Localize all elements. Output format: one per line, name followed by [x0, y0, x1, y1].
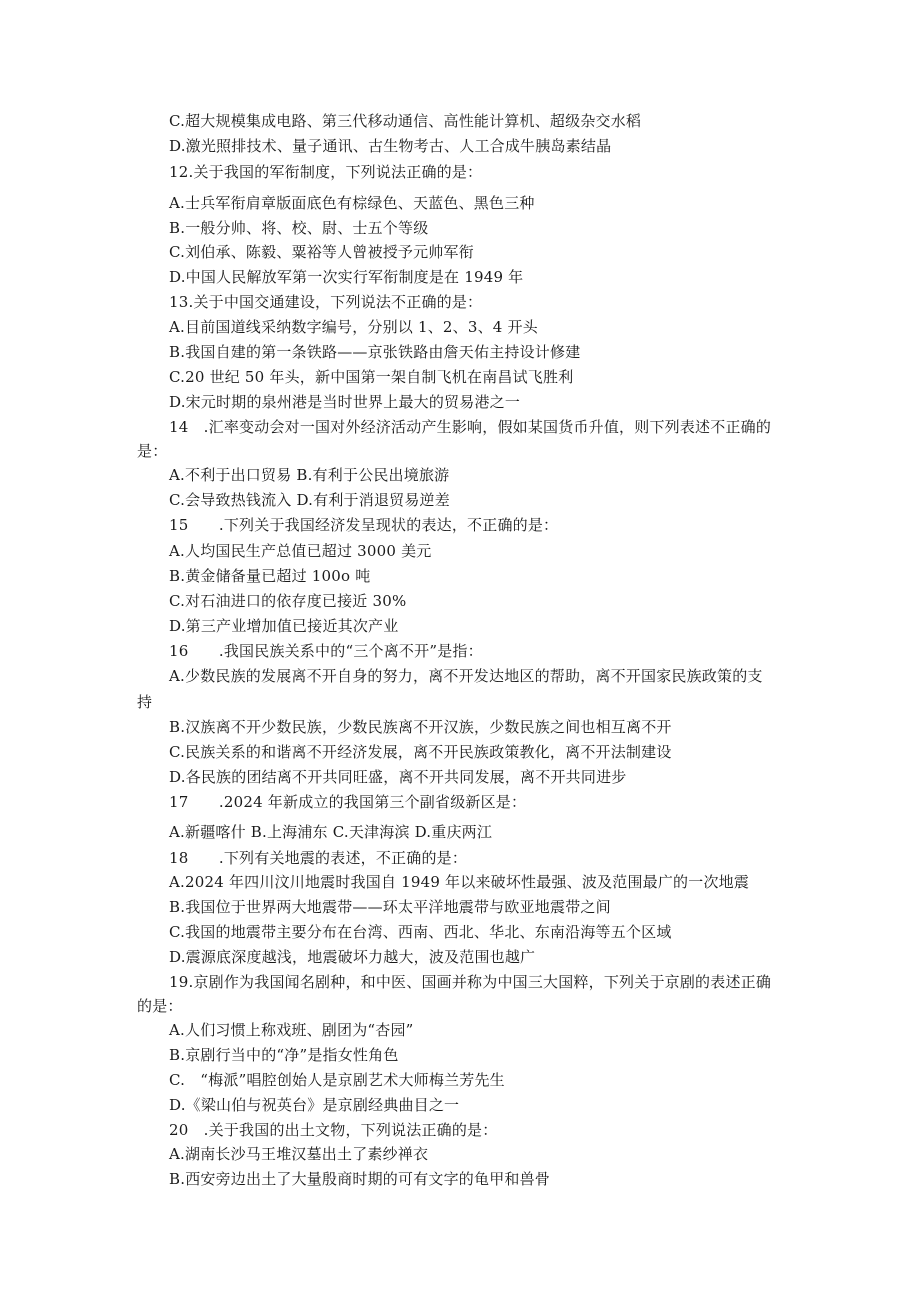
- option-line: B.黄金储备量已超过 100o 吨: [169, 567, 371, 585]
- option-line: C.刘伯承、陈毅、粟裕等人曾被授予元帅军衔: [169, 243, 474, 261]
- option-line: B.汉族离不开少数民族，少数民族离不开汉族，少数民族之间也相互离不开: [169, 718, 672, 736]
- option-line: D.宋元时期的泉州港是当时世界上最大的贸易港之一: [169, 393, 521, 411]
- option-line-continued: 持: [137, 693, 153, 711]
- option-line: B.一般分帅、将、校、尉、士五个等级: [169, 219, 429, 237]
- question-line: 13.关于中国交通建设，下列说法不正确的是：: [169, 293, 483, 311]
- option-line: D.《梁山伯与祝英台》是京剧经典曲目之一: [169, 1096, 460, 1114]
- question-line: 15 .下列关于我国经济发呈现状的表达，不正确的是：: [169, 516, 559, 534]
- question-line: 14 .汇率变动会对一国对外经济活动产生影响，假如某国货币升值，则下列表述不正确的: [169, 418, 772, 436]
- option-line: C.我国的地震带主要分布在台湾、西南、西北、华北、东南沿海等五个区域: [169, 923, 672, 941]
- question-line: 18 .下列有关地震的表述，不正确的是：: [169, 849, 468, 867]
- option-line: D.震源底深度越浅，地震破坏力越大，波及范围也越广: [169, 948, 536, 966]
- question-line: 17 .2024 年新成立的我国第三个副省级新区是：: [169, 793, 527, 811]
- question-line: 19.京剧作为我国闻名剧种，和中医、国画并称为中国三大国粹，下列关于京剧的表述正确: [169, 973, 772, 991]
- option-line: A.湖南长沙马王堆汉墓出土了素纱禅衣: [169, 1145, 429, 1163]
- question-line: 16 .我国民族关系中的“三个离不开”是指：: [169, 642, 483, 660]
- option-line: D.中国人民解放军第一次实行军衔制度是在 1949 年: [169, 268, 524, 286]
- option-line: D.各民族的团结离不开共同旺盛，离不开共同发展，离不开共同进步: [169, 768, 627, 786]
- option-line: A.目前国道线采纳数字编号，分别以 1、2、3、4 开头: [169, 318, 538, 336]
- option-line: D.第三产业增加值已接近其次产业: [169, 617, 399, 635]
- option-line: A.人均国民生产总值已超过 3000 美元: [169, 542, 432, 560]
- question-line: 12.关于我国的军衔制度，下列说法正确的是：: [169, 163, 483, 181]
- option-line: C. “梅派”唱腔创始人是京剧艺术大师梅兰芳先生: [169, 1071, 505, 1089]
- question-line-continued: 是：: [137, 442, 168, 460]
- option-line: C.20 世纪 50 年头，新中国第一架自制飞机在南昌试飞胜利: [169, 368, 574, 386]
- option-line: A.新疆喀什 B.上海浦东 C.天津海滨 D.重庆两江: [169, 823, 493, 841]
- question-line-continued: 的是：: [137, 997, 183, 1015]
- option-line: B.我国自建的第一条铁路——京张铁路由詹天佑主持设计修建: [169, 343, 581, 361]
- option-line: C.超大规模集成电路、第三代移动通信、高性能计算机、超级杂交水稻: [169, 112, 642, 130]
- option-line: B.我国位于世界两大地震带——环太平洋地震带与欧亚地震带之间: [169, 898, 611, 916]
- option-line: A.2024 年四川汶川地震时我国自 1949 年以来破坏性最强、波及范围最广的一次地震: [169, 873, 750, 891]
- option-line: A.人们习惯上称戏班、剧团为“杏园”: [169, 1021, 414, 1039]
- option-line: B.西安旁边出土了大量殷商时期的可有文字的龟甲和兽骨: [169, 1170, 550, 1188]
- option-line: C.会导致热钱流入 D.有利于消退贸易逆差: [169, 491, 450, 509]
- option-line: D.激光照排技术、量子通讯、古生物考古、人工合成牛胰岛素结晶: [169, 137, 612, 155]
- option-line: C.对石油进口的依存度已接近 30%: [169, 592, 407, 610]
- option-line: A.不利于出口贸易 B.有利于公民出境旅游: [169, 466, 450, 484]
- option-line: A.士兵军衔肩章版面底色有棕绿色、天蓝色、黑色三种: [169, 194, 535, 212]
- option-line: C.民族关系的和谐离不开经济发展，离不开民族政策教化，离不开法制建设: [169, 743, 672, 761]
- question-line: 20 .关于我国的出土文物，下列说法正确的是：: [169, 1121, 498, 1139]
- option-line: A.少数民族的发展离不开自身的努力，离不开发达地区的帮助，离不开国家民族政策的支: [169, 667, 763, 685]
- option-line: B.京剧行当中的“净”是指女性角色: [169, 1046, 399, 1064]
